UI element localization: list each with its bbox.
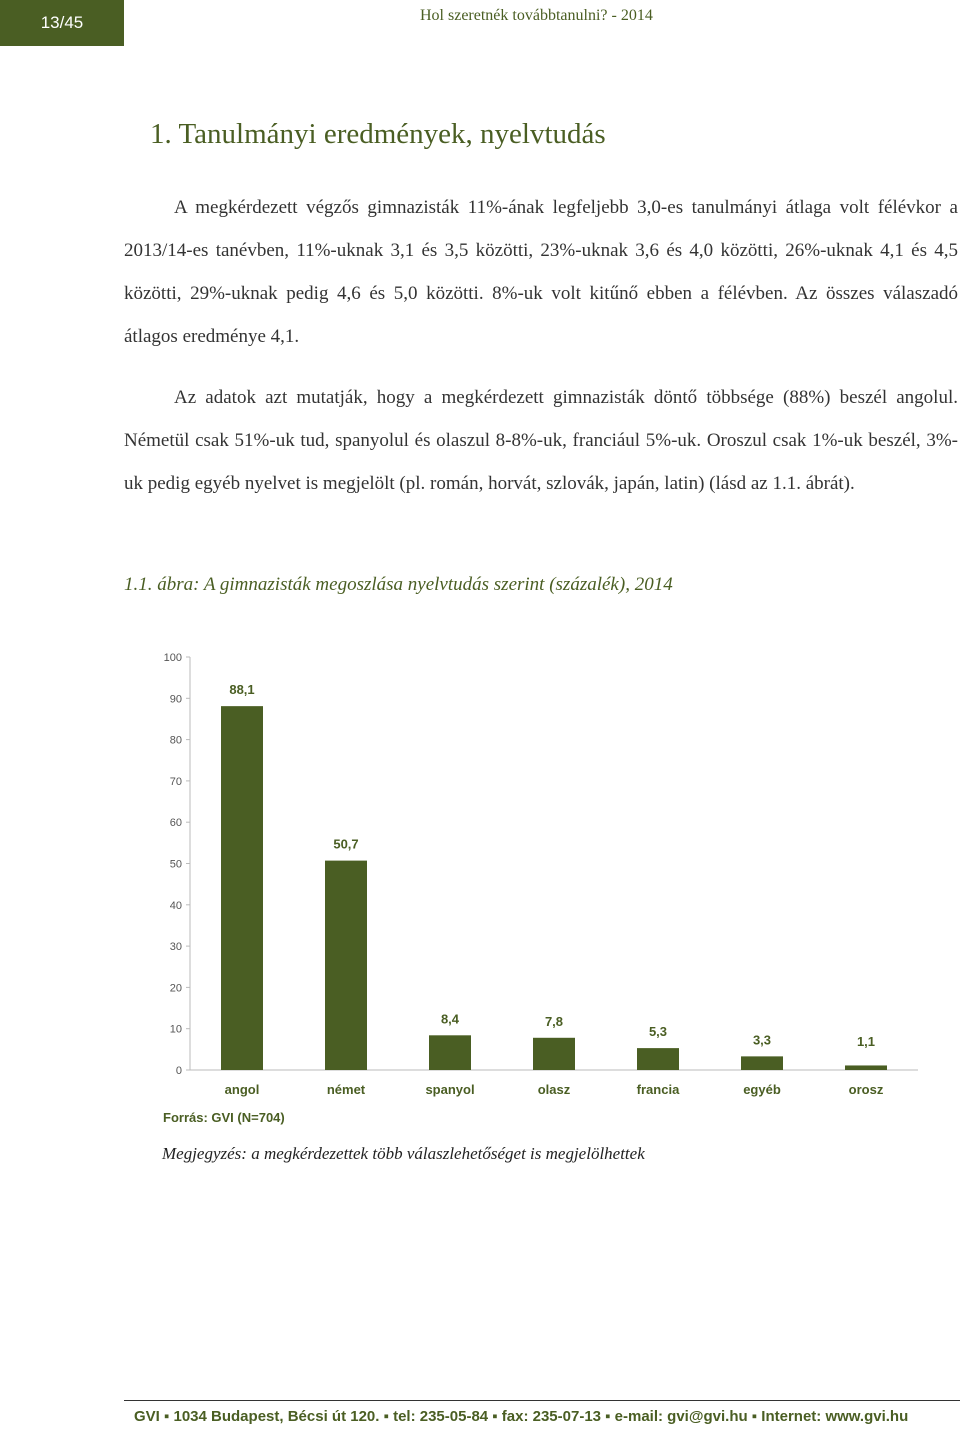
category-label: angol xyxy=(224,1082,260,1097)
bar-value-label: 88,1 xyxy=(229,682,255,698)
bar xyxy=(533,1038,575,1070)
paragraph-languages-text: Az adatok azt mutatják, hogy a megkérdezett gimnazisták döntő többsége (88%) beszél angolul. Németül csak 51%-uk tud, spanyolul és olaszul 8-8%-uk, franciául 5%-uk. Oroszul csak 1%-uk beszél, 3%-uk pedig egyéb nyelvet is megjelölt (pl. román, horvát, szlovák, japán, latin) (lásd az 1.1. ábrát). xyxy=(124,387,958,494)
y-tick-label: 0 xyxy=(175,1065,182,1077)
y-tick-label: 60 xyxy=(169,817,182,830)
footer-divider xyxy=(124,1400,960,1401)
y-tick-label: 100 xyxy=(163,652,182,664)
bar-value-label: 7,8 xyxy=(544,1013,564,1029)
y-tick-label: 30 xyxy=(169,941,182,954)
bar-value-label: 8,4 xyxy=(440,1011,460,1027)
paragraph-languages xyxy=(124,376,958,505)
page-number: 13/45 xyxy=(0,0,124,46)
y-tick-label: 70 xyxy=(169,775,182,788)
running-title: Hol szeretnék továbbtanulni? - 2014 xyxy=(420,7,653,24)
bar xyxy=(325,861,367,1070)
category-label: egyéb xyxy=(743,1082,781,1097)
y-tick-label: 80 xyxy=(169,734,182,747)
category-label: német xyxy=(326,1082,366,1097)
y-tick-label: 90 xyxy=(169,693,182,706)
y-tick-label: 20 xyxy=(169,982,182,995)
bar-value-label: 1,1 xyxy=(856,1034,876,1049)
figure-caption: 1.1. ábra: A gimnazisták megoszlása nyelvtudás szerint (százalék), 2014 xyxy=(124,574,673,595)
category-label: spanyol xyxy=(425,1082,475,1097)
y-tick-label: 50 xyxy=(169,858,182,871)
section-title: 1. Tanulmányi eredmények, nyelvtudás xyxy=(150,118,606,150)
footnote: Megjegyzés: a megkérdezettek több válaszlehetőséget is megjelölhettek xyxy=(162,1144,645,1163)
bar-value-label: 50,7 xyxy=(333,836,359,852)
category-label: olasz xyxy=(537,1082,571,1097)
bar-value-label: 3,3 xyxy=(752,1032,772,1048)
y-tick-label: 10 xyxy=(169,1023,182,1036)
bar xyxy=(637,1048,679,1070)
y-tick-label: 40 xyxy=(169,899,182,912)
paragraph-grades xyxy=(124,186,958,358)
footer-contact: GVI ▪ 1034 Budapest, Bécsi út 120. ▪ tel: 235-05-84 ▪ fax: 235-07-13 ▪ e-mail: gvi@gvi.hu ▪ Internet: www.gvi.hu xyxy=(134,1408,909,1425)
category-label: francia xyxy=(636,1082,680,1097)
bar xyxy=(429,1035,471,1070)
bar xyxy=(221,706,263,1070)
language-bar-chart xyxy=(140,640,930,1110)
paragraph-grades-text: A megkérdezett végzős gimnazisták 11%-ának legfeljebb 3,0-es tanulmányi átlaga volt félévkor a 2013/14-es tanévben, 11%-uknak 3,1 és 3,5 közötti, 23%-uknak 3,6 és 4,0 közötti, 26%-uknak 4,1 és 4,5 közötti, 29%-uknak pedig 4,6 és 5,0 közötti. 8%-uk volt kitűnő ebben a félévben. Az összes válaszadó átlagos eredménye 4,1. xyxy=(124,197,958,347)
bar xyxy=(741,1056,783,1070)
bar xyxy=(845,1065,887,1070)
category-label: orosz xyxy=(848,1082,884,1097)
bar-value-label: 5,3 xyxy=(648,1024,668,1040)
source-note: Forrás: GVI (N=704) xyxy=(163,1110,285,1125)
